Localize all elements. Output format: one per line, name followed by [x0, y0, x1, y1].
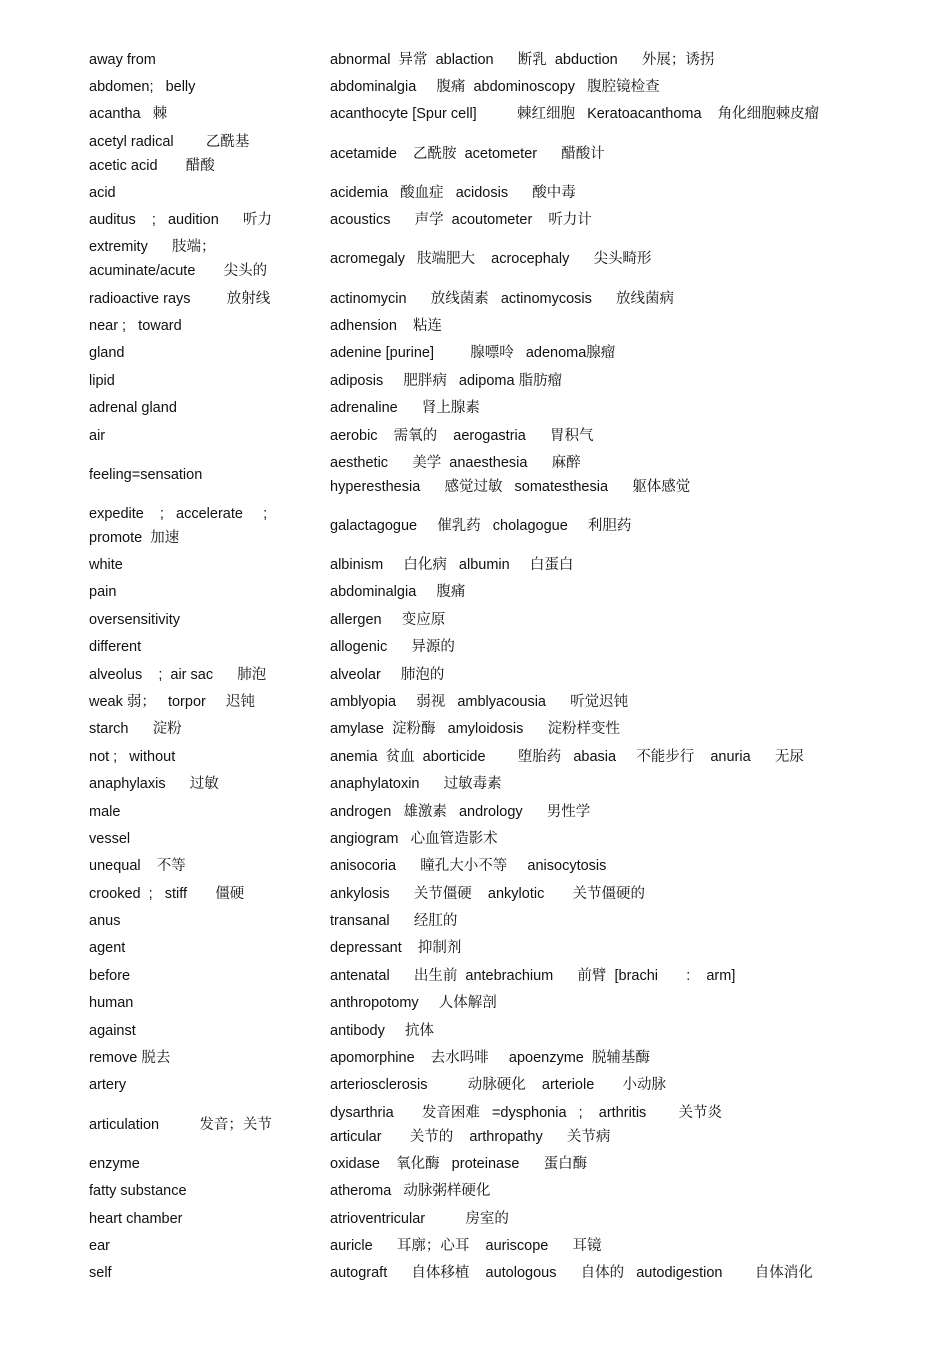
table-row: [89, 500, 849, 551]
example-terms-cell: [330, 396, 849, 420]
root-meaning-cell: [89, 341, 330, 365]
table-row: [89, 1017, 849, 1044]
table-row: [89, 990, 849, 1017]
root-meaning-cell: [89, 48, 330, 72]
example-terms-cell: [330, 181, 849, 205]
example-terms-cell: [330, 1179, 849, 1203]
table-row: [89, 128, 849, 179]
example-terms-text: adhension 粘连: [330, 318, 443, 335]
example-terms-text: atheroma 动脉粥样硬化: [330, 1183, 491, 1200]
vocabulary-table: [89, 46, 849, 1287]
root-meaning-cell: [89, 964, 330, 988]
example-terms-cell: [330, 1152, 849, 1176]
root-meaning-text: lipid: [89, 372, 115, 389]
example-terms-text: allogenic 异源的: [330, 639, 455, 656]
root-meaning-cell: [89, 502, 330, 550]
root-meaning-text: artery: [89, 1077, 127, 1094]
root-meaning-cell: [89, 663, 330, 687]
root-meaning-cell: [89, 396, 330, 420]
example-terms-cell: [330, 882, 849, 906]
example-terms-cell: [330, 580, 849, 604]
example-terms-text: androgen 雄激素 andrology 男性学: [330, 803, 591, 820]
example-terms-cell: [330, 341, 849, 365]
root-meaning-cell: [89, 369, 330, 393]
example-terms-cell: [330, 1207, 849, 1231]
example-terms-text: transanal 经肛的: [330, 913, 458, 930]
example-terms-text: actinomycin 放线菌素 actinomycosis 放线菌病: [330, 290, 675, 307]
table-row: [89, 312, 849, 339]
example-terms-text: angiogram 心血管造影术: [330, 830, 498, 847]
table-row: [89, 1178, 849, 1205]
example-terms-text: adiposis 肥胖病 adipoma 脂肪瘤: [330, 372, 563, 389]
root-meaning-text: feeling=sensation: [89, 466, 203, 483]
root-meaning-cell: [89, 235, 330, 283]
example-terms-text: abnormal 异常 ablaction 断乳 abduction 外展；诱拐: [330, 51, 715, 68]
root-meaning-cell: [89, 635, 330, 659]
root-meaning-cell: [89, 745, 330, 769]
root-meaning-text: starch 淀粉: [89, 721, 182, 738]
root-meaning-cell: [89, 314, 330, 338]
example-terms-text: oxidase 氧化酶 proteinase 蛋白酶: [330, 1155, 588, 1172]
root-meaning-text: acantha 棘: [89, 106, 168, 123]
example-terms-cell: [330, 827, 849, 851]
example-terms-cell: [330, 608, 849, 632]
example-terms-cell: [330, 287, 849, 311]
example-terms-text: anthropotomy 人体解剖: [330, 995, 497, 1012]
example-terms-cell: [330, 369, 849, 393]
root-meaning-text: before: [89, 967, 131, 984]
example-terms-text: aesthetic 美学 anaesthesia 麻醉: [330, 454, 581, 471]
table-row: [89, 606, 849, 633]
root-meaning-text: anaphylaxis 过敏: [89, 776, 219, 793]
table-row: [89, 1205, 849, 1232]
root-meaning-text: heart chamber: [89, 1210, 183, 1227]
table-row: [89, 770, 849, 797]
example-terms-cell: [330, 48, 849, 72]
root-meaning-text: ear: [89, 1237, 110, 1254]
example-terms-cell: [330, 1073, 849, 1097]
table-row: [89, 1099, 849, 1150]
example-terms-text: adrenaline 肾上腺素: [330, 400, 480, 417]
root-meaning-cell: [89, 1113, 330, 1137]
example-terms-cell: [330, 1046, 849, 1070]
example-terms-cell: [330, 663, 849, 687]
table-row: [89, 46, 849, 73]
root-meaning-text: abdomen; belly: [89, 79, 196, 96]
root-meaning-cell: [89, 991, 330, 1015]
root-meaning-cell: [89, 936, 330, 960]
example-terms-cell: [330, 1019, 849, 1043]
example-terms-cell: [330, 102, 849, 126]
example-terms-text: antibody 抗体: [330, 1022, 434, 1039]
example-terms-text: aerobic 需氧的 aerogastria 胃积气: [330, 427, 594, 444]
example-terms-text: acromegaly 肢端肥大 acrocephaly 尖头畸形: [330, 251, 652, 268]
root-meaning-text: acetic acid 醋酸: [89, 157, 215, 174]
example-terms-cell: [330, 1101, 849, 1149]
example-terms-text: acoustics 声学 acoutometer 听力计: [330, 212, 592, 229]
table-row: [89, 962, 849, 989]
example-terms-text: anemia 贫血 aborticide 堕胎药 abasia 不能步行 anuria 无尿: [330, 748, 804, 765]
example-terms-cell: [330, 1234, 849, 1258]
table-row: [89, 340, 849, 367]
table-row: [89, 661, 849, 688]
example-terms-text: amblyopia 弱视 amblyacousia 听觉迟钝: [330, 693, 629, 710]
example-terms-cell: [330, 909, 849, 933]
example-terms-cell: [330, 1261, 849, 1285]
example-terms-cell: [330, 142, 849, 166]
example-terms-cell: [330, 772, 849, 796]
example-terms-cell: [330, 514, 849, 538]
example-terms-cell: [330, 690, 849, 714]
example-terms-cell: [330, 208, 849, 232]
root-meaning-text: human: [89, 995, 134, 1012]
root-meaning-text: extremity 肢端；: [89, 239, 216, 256]
table-row: [89, 179, 849, 206]
example-terms-cell: [330, 424, 849, 448]
root-meaning-text: fatty substance: [89, 1183, 187, 1200]
example-terms-text: arteriosclerosis 动脉硬化 arteriole 小动脉: [330, 1077, 666, 1094]
table-row: [89, 551, 849, 578]
root-meaning-text: enzyme: [89, 1155, 140, 1172]
root-meaning-cell: [89, 463, 330, 487]
root-meaning-text: acetyl radical 乙酰基: [89, 133, 250, 150]
example-terms-cell: [330, 451, 849, 499]
example-terms-text: abdominalgia 腹痛: [330, 584, 466, 601]
table-row: [89, 234, 849, 285]
table-row: [89, 73, 849, 100]
root-meaning-text: not ; without: [89, 748, 176, 765]
example-terms-text: albinism 白化病 albumin 白蛋白: [330, 556, 574, 573]
root-meaning-cell: [89, 580, 330, 604]
table-row: [89, 1260, 849, 1287]
root-meaning-cell: [89, 287, 330, 311]
root-meaning-cell: [89, 608, 330, 632]
example-terms-text: apomorphine 去水吗啡 apoenzyme 脱辅基酶: [330, 1050, 650, 1067]
table-row: [89, 449, 849, 500]
root-meaning-cell: [89, 827, 330, 851]
root-meaning-cell: [89, 800, 330, 824]
example-terms-cell: [330, 936, 849, 960]
example-terms-cell: [330, 964, 849, 988]
root-meaning-text: oversensitivity: [89, 611, 181, 628]
table-row: [89, 716, 849, 743]
root-meaning-cell: [89, 717, 330, 741]
root-meaning-text: white: [89, 556, 123, 573]
table-row: [89, 395, 849, 422]
root-meaning-text: different: [89, 639, 142, 656]
root-meaning-cell: [89, 690, 330, 714]
table-row: [89, 798, 849, 825]
example-terms-cell: [330, 247, 849, 271]
table-row: [89, 367, 849, 394]
root-meaning-cell: [89, 75, 330, 99]
root-meaning-text: acuminate/acute 尖头的: [89, 263, 268, 280]
root-meaning-cell: [89, 1261, 330, 1285]
root-meaning-text: self: [89, 1265, 112, 1282]
example-terms-cell: [330, 717, 849, 741]
root-meaning-text: crooked ; stiff 僵硬: [89, 885, 245, 902]
table-row: [89, 285, 849, 312]
root-meaning-cell: [89, 1152, 330, 1176]
example-terms-text: alveolar 肺泡的: [330, 666, 445, 683]
table-row: [89, 1232, 849, 1259]
root-meaning-text: vessel: [89, 830, 131, 847]
table-row: [89, 743, 849, 770]
root-meaning-cell: [89, 772, 330, 796]
example-terms-text: anisocoria 瞳孔大小不等 anisocytosis: [330, 858, 607, 875]
example-terms-cell: [330, 553, 849, 577]
root-meaning-cell: [89, 854, 330, 878]
table-row: [89, 1072, 849, 1099]
example-terms-text: acidemia 酸血症 acidosis 酸中毒: [330, 184, 576, 201]
root-meaning-cell: [89, 102, 330, 126]
root-meaning-cell: [89, 208, 330, 232]
root-meaning-cell: [89, 181, 330, 205]
example-terms-text: depressant 抑制剂: [330, 940, 462, 957]
table-row: [89, 101, 849, 128]
root-meaning-text: agent: [89, 940, 126, 957]
root-meaning-text: adrenal gland: [89, 400, 177, 417]
root-meaning-text: male: [89, 803, 121, 820]
root-meaning-cell: [89, 882, 330, 906]
root-meaning-text: expedite ; accelerate ;: [89, 505, 268, 522]
root-meaning-text: pain: [89, 584, 117, 601]
table-row: [89, 688, 849, 715]
example-terms-text: autograft 自体移植 autologous 自体的 autodigestion 自体消化: [330, 1265, 813, 1282]
example-terms-cell: [330, 854, 849, 878]
table-row: [89, 1044, 849, 1071]
root-meaning-text: air: [89, 427, 106, 444]
table-row: [89, 633, 849, 660]
root-meaning-text: alveolus ; air sac 肺泡: [89, 666, 267, 683]
root-meaning-text: gland: [89, 345, 125, 362]
root-meaning-cell: [89, 1207, 330, 1231]
table-row: [89, 825, 849, 852]
example-terms-cell: [330, 635, 849, 659]
table-row: [89, 579, 849, 606]
root-meaning-text: promote 加速: [89, 529, 180, 546]
example-terms-text: auricle 耳廓；心耳 auriscope 耳镜: [330, 1237, 602, 1254]
root-meaning-text: remove 脱去: [89, 1050, 171, 1067]
root-meaning-cell: [89, 1234, 330, 1258]
table-row: [89, 907, 849, 934]
example-terms-text: abdominalgia 腹痛 abdominoscopy 腹腔镜检查: [330, 79, 660, 96]
root-meaning-cell: [89, 1019, 330, 1043]
table-row: [89, 935, 849, 962]
example-terms-text: articular 关节的 arthropathy 关节病: [330, 1128, 611, 1145]
root-meaning-text: acid: [89, 184, 116, 201]
root-meaning-text: weak 弱； torpor 迟钝: [89, 693, 255, 710]
root-meaning-cell: [89, 1179, 330, 1203]
root-meaning-cell: [89, 130, 330, 178]
example-terms-text: hyperesthesia 感觉过敏 somatesthesia 躯体感觉: [330, 478, 691, 495]
example-terms-text: adenine [purine] 腺嘌呤 adenoma腺瘤: [330, 345, 616, 362]
example-terms-cell: [330, 800, 849, 824]
example-terms-text: amylase 淀粉酶 amyloidosis 淀粉样变性: [330, 721, 621, 738]
example-terms-cell: [330, 314, 849, 338]
example-terms-text: dysarthria 发音困难 =dysphonia ; arthritis 关节炎: [330, 1104, 723, 1121]
table-row: [89, 207, 849, 234]
example-terms-text: atrioventricular 房室的: [330, 1210, 509, 1227]
root-meaning-text: unequal 不等: [89, 858, 186, 875]
table-row: [89, 1150, 849, 1177]
root-meaning-text: articulation 发音；关节: [89, 1116, 272, 1133]
root-meaning-text: away from: [89, 51, 156, 68]
root-meaning-cell: [89, 424, 330, 448]
root-meaning-text: radioactive rays 放射线: [89, 290, 271, 307]
example-terms-cell: [330, 991, 849, 1015]
root-meaning-text: auditus ; audition 听力: [89, 212, 272, 229]
table-row: [89, 853, 849, 880]
example-terms-text: acetamide 乙酰胺 acetometer 醋酸计: [330, 145, 605, 162]
table-row: [89, 422, 849, 449]
example-terms-text: acanthocyte [Spur cell] 棘红细胞 Keratoacanthoma 角化细胞棘皮瘤: [330, 106, 820, 123]
root-meaning-text: anus: [89, 913, 121, 930]
example-terms-text: anaphylatoxin 过敏毒素: [330, 776, 502, 793]
root-meaning-cell: [89, 1073, 330, 1097]
table-row: [89, 880, 849, 907]
example-terms-text: antenatal 出生前 antebrachium 前臂 [brachi : arm]: [330, 967, 736, 984]
example-terms-text: ankylosis 关节僵硬 ankylotic 关节僵硬的: [330, 885, 646, 902]
example-terms-cell: [330, 745, 849, 769]
root-meaning-text: against: [89, 1022, 136, 1039]
example-terms-text: galactagogue 催乳药 cholagogue 利胆药: [330, 517, 632, 534]
root-meaning-cell: [89, 1046, 330, 1070]
example-terms-text: allergen 变应原: [330, 611, 446, 628]
root-meaning-cell: [89, 553, 330, 577]
root-meaning-text: near ; toward: [89, 318, 182, 335]
example-terms-cell: [330, 75, 849, 99]
root-meaning-cell: [89, 909, 330, 933]
